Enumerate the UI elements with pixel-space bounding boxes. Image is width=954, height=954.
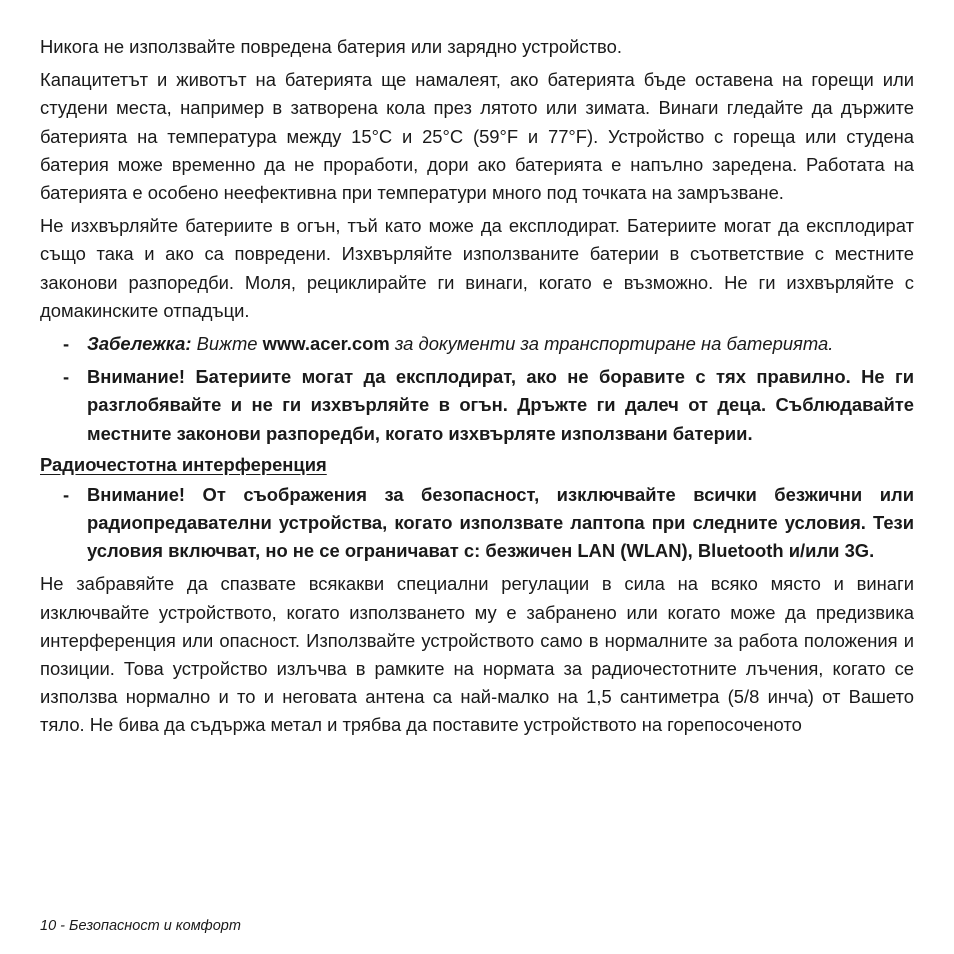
warning-wireless-bullet xyxy=(40,481,914,566)
paragraph-regulations: Не забравяйте да спазвате всякакви специални регулации в сила на всяко място и винаги изключвайте устройството, когато използването му е забранено или когато може да предизвика интерференция или опасност. Използвайте устройството само в нормалните за работа положения и позиции. Това устройство излъчва в рамките на нормата за радиочестотните лъчения, когато се използва нормално и то и неговата антена са най-малко на 1,5 сантиметра (5/8 инча) от Вашето тяло. Не бива да съдържа метал и трябва да поставите устройството на горепосоченото xyxy=(40,573,914,736)
note-bullet xyxy=(40,330,914,358)
bullet-dash: - xyxy=(63,333,70,355)
note-text-before: Вижте xyxy=(191,333,263,355)
page-footer: 10 - Безопасност и комфорт xyxy=(40,918,241,934)
note-label: Забележка: xyxy=(87,333,192,355)
warning-wireless-text: Внимание! От съображения за безопасност, изключвайте всички безжични или радиопредавателни устройства, когато използвате лаптопа при следните условия. Тези условия включват, но не се ограничават с: безжичен LAN (WLAN), Bluetooth и/или 3G. xyxy=(87,483,914,562)
paragraph-damaged-battery: Никога не използвайте повредена батерия или зарядно устройство. xyxy=(40,36,622,57)
document-page xyxy=(40,33,914,745)
bullet-dash: - xyxy=(63,366,70,388)
paragraph-battery-temperature: Капацитетът и животът на батерията ще намалеят, ако батерията бъде оставена на горещи или студени места, например в затворена кола през лятото или зимата. Винаги гледайте да държите батерията на температура между 15°C и 25°C (59°F и 77°F). Устройство с гореща или студена батерия може временно да не проработи, дори ако батерията е напълно заредена. Работата на батерията е особено неефективна при температури много под точката на замръзване. xyxy=(40,69,914,204)
bullet-dash: - xyxy=(63,483,70,505)
paragraph-battery-disposal: Не изхвърляйте батериите в огън, тъй като може да експлодират. Батериите могат да експлодират също така и ако са повредени. Изхвърляйте използваните батерии в съответствие с местните законови разпоредби. Моля, рециклирайте ги винаги, когато е възможно. Не ги изхвърляйте с домакинските отпадъци. xyxy=(40,215,914,321)
section-heading-radio-interference: Радиочестотна интерференция xyxy=(40,453,327,475)
note-text-after: за документи за транспортиране на батерията. xyxy=(389,333,834,355)
warning-battery-text: Внимание! Батериите могат да експлодират, ако не боравите с тях правилно. Не ги разглобявайте и не ги изхвърляйте в огън. Дръжте ги далеч от деца. Съблюдавайте местните законови разпоредби, когато изхвърляте използвани батерии. xyxy=(87,366,914,444)
warning-battery-bullet xyxy=(40,363,914,448)
acer-url-link[interactable]: www.acer.com xyxy=(262,333,390,355)
